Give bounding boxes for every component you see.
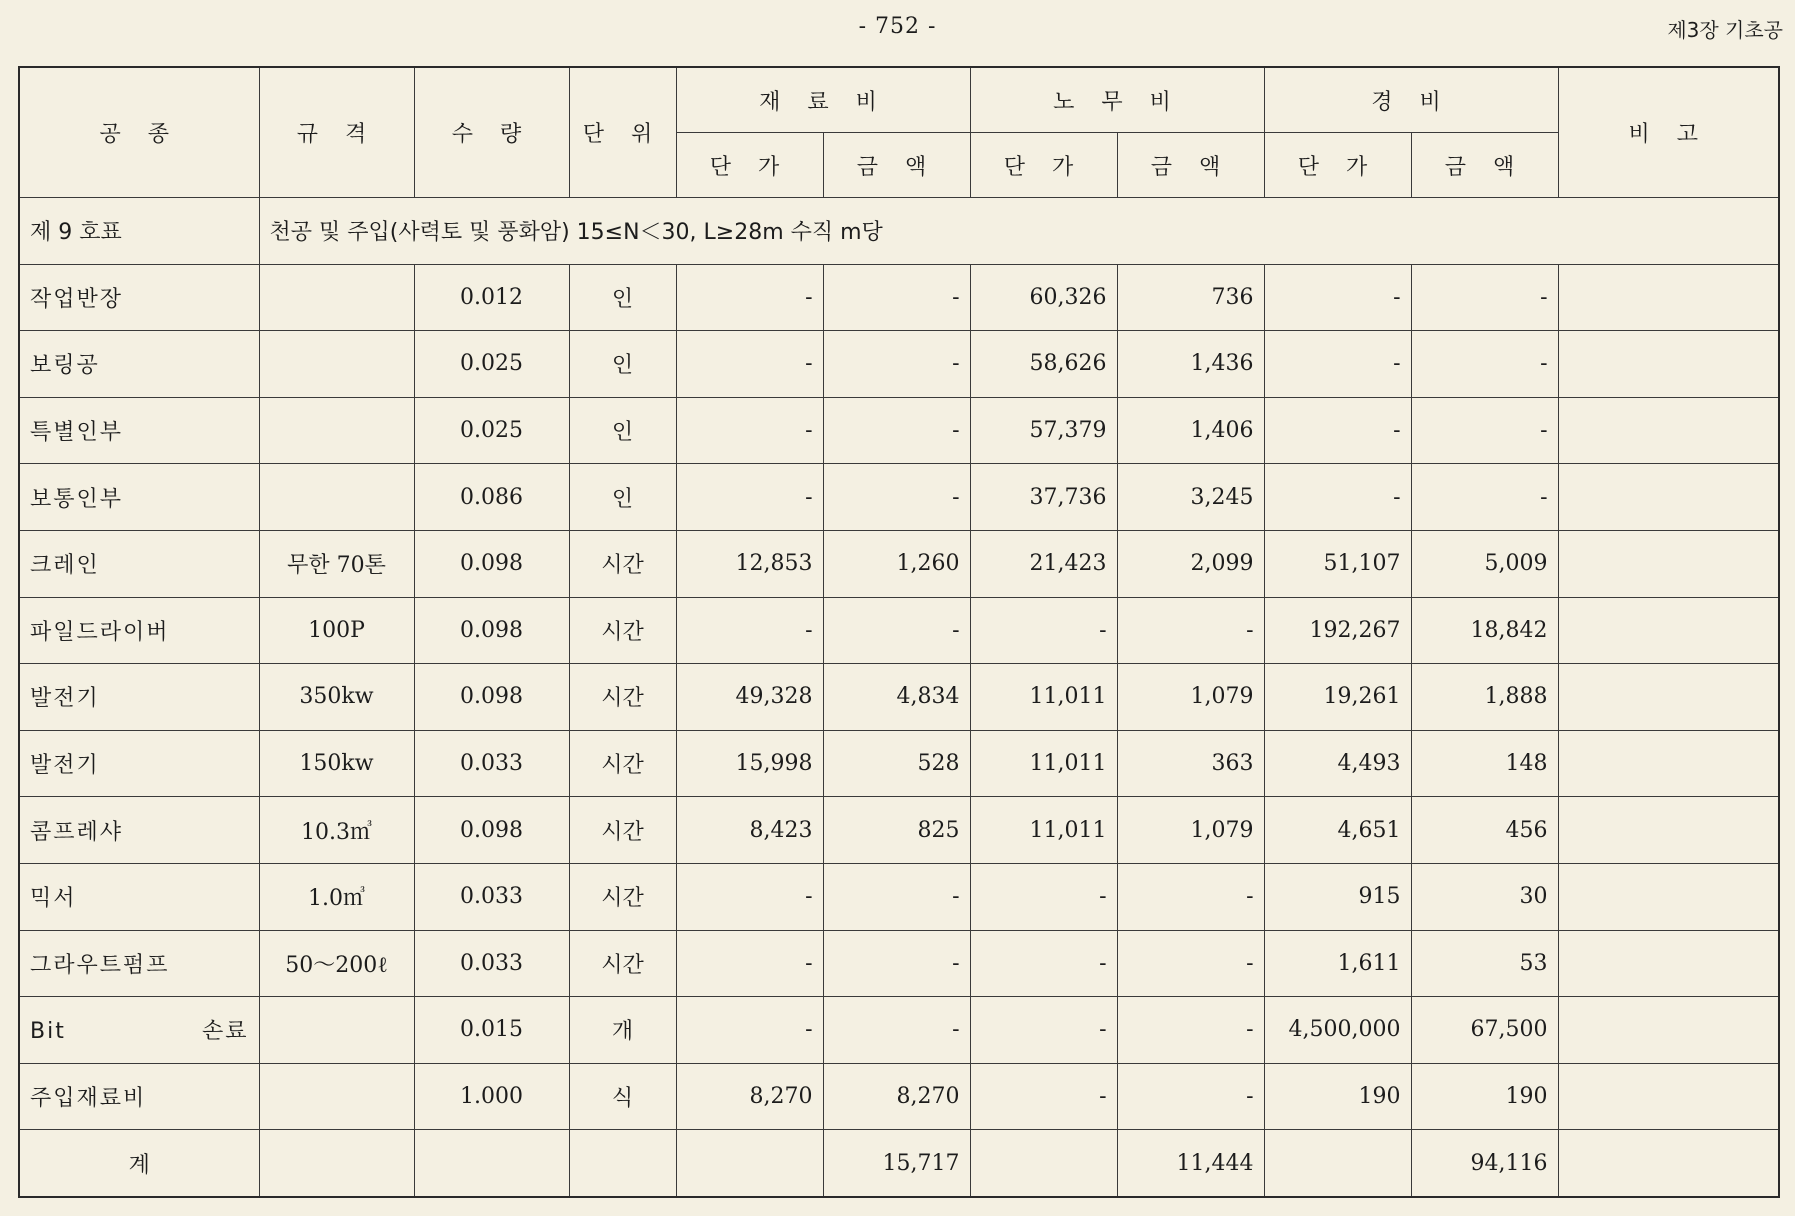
labor-amount: 1,079	[1117, 797, 1264, 864]
item-note	[1558, 597, 1779, 664]
material-unit-price: 8,423	[676, 797, 823, 864]
header-labor: 노 무 비	[970, 67, 1264, 133]
item-spec	[259, 1063, 414, 1130]
labor-amount: 1,079	[1117, 664, 1264, 731]
total-expense-unit-price	[1264, 1130, 1411, 1197]
item-unit: 개	[569, 997, 676, 1064]
labor-unit-price: 58,626	[970, 331, 1117, 398]
item-spec	[259, 397, 414, 464]
item-note	[1558, 530, 1779, 597]
item-note	[1558, 464, 1779, 531]
item-spec: 350kw	[259, 664, 414, 731]
expense-unit-price: 4,651	[1264, 797, 1411, 864]
material-amount: -	[823, 997, 970, 1064]
item-note	[1558, 797, 1779, 864]
table-row	[19, 397, 1779, 464]
labor-amount: 3,245	[1117, 464, 1264, 531]
item-qty: 0.086	[414, 464, 569, 531]
item-spec: 10.3㎥	[259, 797, 414, 864]
item-unit: 시간	[569, 597, 676, 664]
expense-unit-price: 4,493	[1264, 730, 1411, 797]
item-unit: 시간	[569, 797, 676, 864]
item-qty: 0.025	[414, 397, 569, 464]
item-spec: 50～200ℓ	[259, 930, 414, 997]
item-note	[1558, 397, 1779, 464]
header-unit: 단 위	[569, 67, 676, 198]
item-qty: 0.033	[414, 863, 569, 930]
table-row	[19, 863, 1779, 930]
item-spec: 1.0㎥	[259, 863, 414, 930]
item-qty: 0.033	[414, 730, 569, 797]
total-qty	[414, 1130, 569, 1197]
total-material-amount: 15,717	[823, 1130, 970, 1197]
item-name: 그라우트펌프	[19, 930, 259, 997]
material-amount: 1,260	[823, 530, 970, 597]
expense-amount: 5,009	[1411, 530, 1558, 597]
item-unit: 인	[569, 397, 676, 464]
material-amount: -	[823, 464, 970, 531]
expense-amount: -	[1411, 331, 1558, 398]
labor-unit-price: 21,423	[970, 530, 1117, 597]
material-amount: -	[823, 597, 970, 664]
labor-amount: 363	[1117, 730, 1264, 797]
expense-unit-price: 190	[1264, 1063, 1411, 1130]
header-material-unit-price: 단 가	[676, 133, 823, 198]
labor-unit-price: -	[970, 1063, 1117, 1130]
material-amount: -	[823, 397, 970, 464]
material-unit-price: -	[676, 464, 823, 531]
expense-amount: -	[1411, 397, 1558, 464]
material-unit-price: -	[676, 597, 823, 664]
labor-amount: 2,099	[1117, 530, 1264, 597]
table-row	[19, 331, 1779, 398]
item-spec	[259, 464, 414, 531]
table-row	[19, 464, 1779, 531]
expense-amount: 456	[1411, 797, 1558, 864]
item-unit: 인	[569, 264, 676, 331]
material-unit-price: -	[676, 930, 823, 997]
item-note	[1558, 264, 1779, 331]
item-unit: 인	[569, 464, 676, 531]
material-unit-price: -	[676, 331, 823, 398]
item-qty: 0.033	[414, 930, 569, 997]
expense-unit-price: 51,107	[1264, 530, 1411, 597]
item-name: 콤프레샤	[19, 797, 259, 864]
material-unit-price: 15,998	[676, 730, 823, 797]
table-row	[19, 997, 1779, 1064]
item-unit: 시간	[569, 730, 676, 797]
total-labor-amount: 11,444	[1117, 1130, 1264, 1197]
table-row	[19, 264, 1779, 331]
labor-unit-price: 11,011	[970, 730, 1117, 797]
item-name: 크레인	[19, 530, 259, 597]
total-expense-amount: 94,116	[1411, 1130, 1558, 1197]
item-spec: 100P	[259, 597, 414, 664]
total-note	[1558, 1130, 1779, 1197]
table-row	[19, 530, 1779, 597]
item-name: 발전기	[19, 664, 259, 731]
item-unit: 시간	[569, 530, 676, 597]
table-row	[19, 730, 1779, 797]
item-note	[1558, 1063, 1779, 1130]
item-spec	[259, 331, 414, 398]
item-qty: 0.098	[414, 597, 569, 664]
table-row	[19, 930, 1779, 997]
material-amount: -	[823, 863, 970, 930]
item-name: 믹서	[19, 863, 259, 930]
total-spec	[259, 1130, 414, 1197]
item-spec: 150kw	[259, 730, 414, 797]
item-qty: 0.098	[414, 530, 569, 597]
material-amount: -	[823, 331, 970, 398]
material-unit-price: -	[676, 863, 823, 930]
header-expense-unit-price: 단 가	[1264, 133, 1411, 198]
chapter-title: 제3장 기초공	[1667, 18, 1783, 42]
item-name: Bit 손료	[19, 997, 259, 1064]
table-row	[19, 597, 1779, 664]
material-amount: 528	[823, 730, 970, 797]
expense-unit-price: 1,611	[1264, 930, 1411, 997]
total-unit	[569, 1130, 676, 1197]
item-name: 보통인부	[19, 464, 259, 531]
expense-amount: 53	[1411, 930, 1558, 997]
expense-amount: 1,888	[1411, 664, 1558, 731]
expense-unit-price: -	[1264, 331, 1411, 398]
material-amount: -	[823, 264, 970, 331]
expense-amount: 18,842	[1411, 597, 1558, 664]
expense-unit-price: 192,267	[1264, 597, 1411, 664]
labor-unit-price: -	[970, 863, 1117, 930]
item-name: 파일드라이버	[19, 597, 259, 664]
item-qty: 0.098	[414, 797, 569, 864]
labor-unit-price: 60,326	[970, 264, 1117, 331]
item-note	[1558, 331, 1779, 398]
labor-unit-price: -	[970, 997, 1117, 1064]
item-unit: 식	[569, 1063, 676, 1130]
page-number: - 752 -	[858, 14, 937, 39]
item-name: 보링공	[19, 331, 259, 398]
item-unit: 시간	[569, 664, 676, 731]
expense-unit-price: 4,500,000	[1264, 997, 1411, 1064]
expense-unit-price: -	[1264, 464, 1411, 531]
total-material-unit-price	[676, 1130, 823, 1197]
material-amount: 825	[823, 797, 970, 864]
item-name: 주입재료비	[19, 1063, 259, 1130]
expense-unit-price: -	[1264, 264, 1411, 331]
item-unit: 시간	[569, 930, 676, 997]
item-name: 작업반장	[19, 264, 259, 331]
labor-unit-price: -	[970, 597, 1117, 664]
labor-amount: -	[1117, 597, 1264, 664]
total-label: 계	[19, 1130, 259, 1197]
item-note	[1558, 730, 1779, 797]
item-note	[1558, 664, 1779, 731]
header-item: 공 종	[19, 67, 259, 198]
labor-amount: 736	[1117, 264, 1264, 331]
item-unit: 인	[569, 331, 676, 398]
material-unit-price: 49,328	[676, 664, 823, 731]
material-unit-price: -	[676, 397, 823, 464]
labor-unit-price: 37,736	[970, 464, 1117, 531]
material-unit-price: -	[676, 997, 823, 1064]
item-qty: 0.015	[414, 997, 569, 1064]
expense-unit-price: 915	[1264, 863, 1411, 930]
labor-unit-price: -	[970, 930, 1117, 997]
material-amount: 4,834	[823, 664, 970, 731]
material-unit-price: 12,853	[676, 530, 823, 597]
material-unit-price: -	[676, 264, 823, 331]
item-qty: 0.098	[414, 664, 569, 731]
total-row	[19, 1130, 1779, 1197]
labor-amount: -	[1117, 863, 1264, 930]
header-material: 재 료 비	[676, 67, 970, 133]
material-unit-price: 8,270	[676, 1063, 823, 1130]
header-expense-amount: 금 액	[1411, 133, 1558, 198]
table-row	[19, 1063, 1779, 1130]
expense-unit-price: 19,261	[1264, 664, 1411, 731]
header-material-amount: 금 액	[823, 133, 970, 198]
item-qty: 0.025	[414, 331, 569, 398]
table-description: 천공 및 주입(사력토 및 풍화암) 15≤N＜30, L≥28m 수직 m당	[259, 198, 1779, 265]
labor-amount: 1,436	[1117, 331, 1264, 398]
item-note	[1558, 863, 1779, 930]
table-title-row	[19, 198, 1779, 265]
material-amount: -	[823, 930, 970, 997]
header-qty: 수 량	[414, 67, 569, 198]
header-spec: 규 격	[259, 67, 414, 198]
expense-amount: 67,500	[1411, 997, 1558, 1064]
table-row	[19, 797, 1779, 864]
labor-unit-price: 11,011	[970, 797, 1117, 864]
labor-amount: -	[1117, 997, 1264, 1064]
labor-unit-price: 11,011	[970, 664, 1117, 731]
item-unit: 시간	[569, 863, 676, 930]
item-spec	[259, 264, 414, 331]
labor-amount: -	[1117, 930, 1264, 997]
labor-unit-price: 57,379	[970, 397, 1117, 464]
header-expense: 경 비	[1264, 67, 1558, 133]
item-qty: 1.000	[414, 1063, 569, 1130]
item-name: 특별인부	[19, 397, 259, 464]
table-row	[19, 664, 1779, 731]
total-labor-unit-price	[970, 1130, 1117, 1197]
expense-amount: 190	[1411, 1063, 1558, 1130]
labor-amount: 1,406	[1117, 397, 1264, 464]
item-name: 발전기	[19, 730, 259, 797]
expense-amount: -	[1411, 264, 1558, 331]
item-qty: 0.012	[414, 264, 569, 331]
table-number: 제 9 호표	[19, 198, 259, 265]
expense-amount: 148	[1411, 730, 1558, 797]
cost-breakdown-table	[18, 66, 1780, 1198]
expense-unit-price: -	[1264, 397, 1411, 464]
material-amount: 8,270	[823, 1063, 970, 1130]
labor-amount: -	[1117, 1063, 1264, 1130]
expense-amount: 30	[1411, 863, 1558, 930]
item-spec	[259, 997, 414, 1064]
item-note	[1558, 997, 1779, 1064]
item-spec: 무한 70톤	[259, 530, 414, 597]
header-note: 비 고	[1558, 67, 1779, 198]
header-labor-unit-price: 단 가	[970, 133, 1117, 198]
header-labor-amount: 금 액	[1117, 133, 1264, 198]
expense-amount: -	[1411, 464, 1558, 531]
item-note	[1558, 930, 1779, 997]
